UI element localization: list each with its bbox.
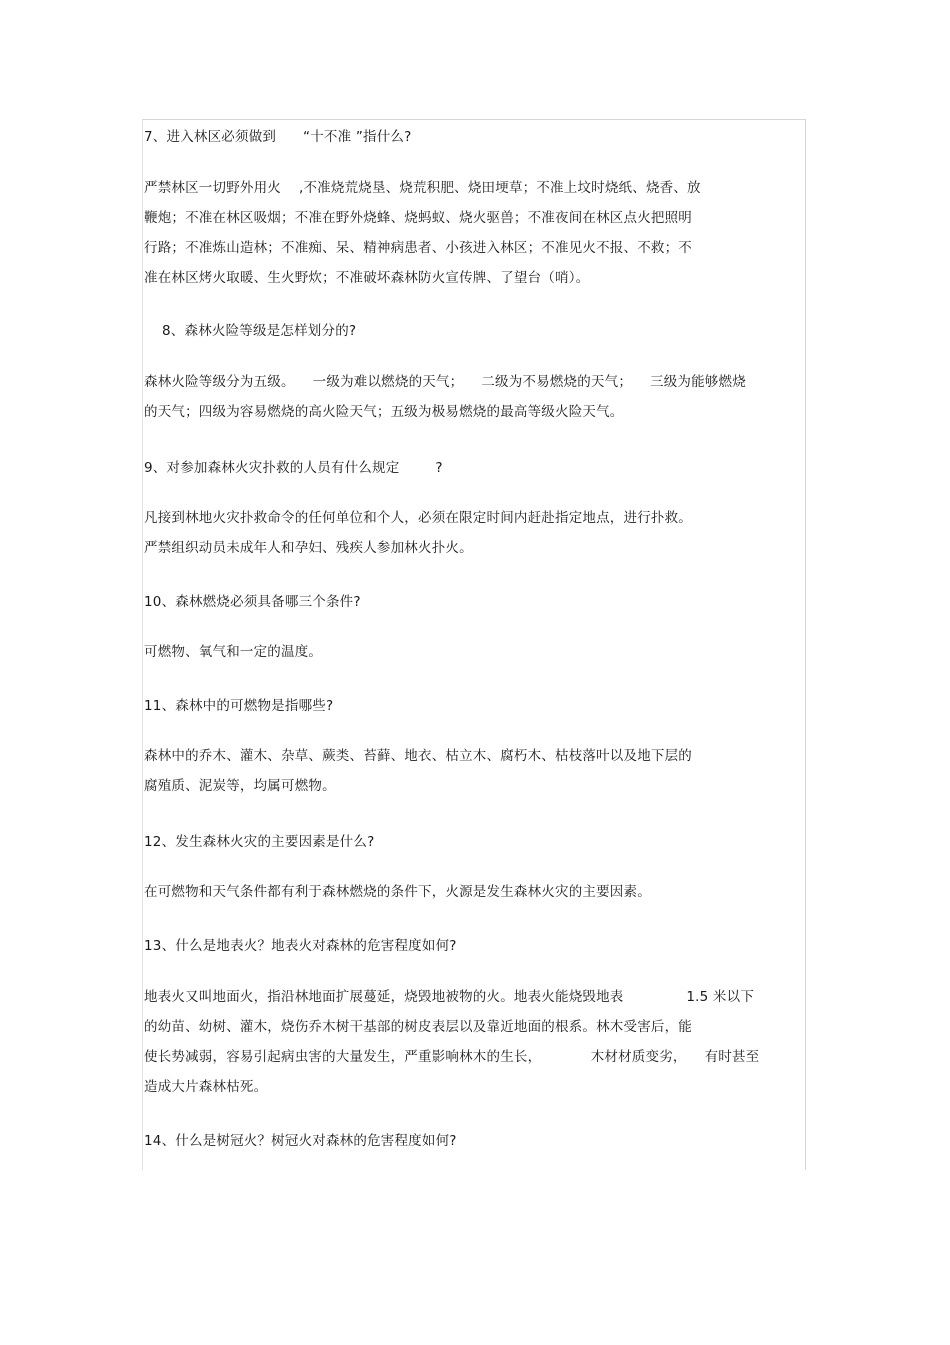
- question-10: 10、森林燃烧必须具备哪三个条件?: [144, 594, 361, 610]
- answer-8-line-1: 森林火险等级分为五级。 一级为难以燃烧的天气； 二级为不易燃烧的天气； 三级为能够燃烧: [144, 374, 746, 390]
- answer-13-line-4: 造成大片森林枯死。: [144, 1079, 268, 1095]
- answer-9-line-2: 严禁组织动员未成年人和孕妇、残疾人参加林火扑火。: [144, 540, 473, 556]
- answer-13-line-3: 使长势减弱，容易引起病虫害的大量发生，严重影响林木的生长， 木材材质变劣， 有时甚至: [144, 1049, 760, 1065]
- question-8: 8、森林火险等级是怎样划分的?: [162, 323, 357, 339]
- question-12: 12、发生森林火灾的主要因素是什么?: [144, 834, 375, 850]
- answer-8-line-2: 的天气；四级为容易燃烧的高火险天气；五级为极易燃烧的最高等级火险天气。: [144, 404, 624, 420]
- answer-11-line-1: 森林中的乔木、灌木、杂草、蕨类、苔藓、地衣、枯立木、腐朽木、枯枝落叶以及地下层的: [144, 748, 692, 764]
- answer-11-line-2: 腐殖质、泥炭等，均属可燃物。: [144, 778, 336, 794]
- question-11: 11、森林中的可燃物是指哪些?: [144, 698, 334, 714]
- question-13: 13、什么是地表火？地表火对森林的危害程度如何?: [144, 938, 457, 954]
- answer-7-line-3: 行路；不准炼山造林；不准痴、呆、精神病患者、小孩进入林区；不准见火不报、不救；不: [144, 240, 692, 256]
- answer-10-line-1: 可燃物、氧气和一定的温度。: [144, 644, 323, 660]
- question-14: 14、什么是树冠火？树冠火对森林的危害程度如何?: [144, 1133, 457, 1149]
- question-7: 7、进入林区必须做到 “十不准 ”指什么?: [144, 129, 412, 145]
- answer-7-line-1: 严禁林区一切野外用火 ,不准烧荒烧垦、烧荒积肥、烧田埂草；不准上坟时烧纸、烧香、放: [144, 180, 701, 196]
- answer-7-line-2: 鞭炮；不准在林区吸烟；不准在野外烧蜂、烧蚂蚁、烧火驱兽；不准夜间在林区点火把照明: [144, 210, 692, 226]
- question-9: 9、对参加森林火灾扑救的人员有什么规定 ?: [144, 460, 443, 476]
- answer-7-line-4: 准在林区烤火取暖、生火野炊；不准破坏森林防火宣传牌、了望台（哨）。: [144, 270, 590, 286]
- answer-9-line-1: 凡接到林地火灾扑救命令的任何单位和个人，必须在限定时间内赶赴指定地点，进行扑救。: [144, 510, 692, 526]
- answer-13-line-1: 地表火又叫地面火，指沿林地面扩展蔓延，烧毁地被物的火。地表火能烧毁地表 1.5 米以下: [144, 989, 755, 1005]
- answer-12-line-1: 在可燃物和天气条件都有利于森林燃烧的条件下，火源是发生森林火灾的主要因素。: [144, 884, 651, 900]
- answer-13-line-2: 的幼苗、幼树、灌木，烧伤乔木树干基部的树皮表层以及靠近地面的根系。林木受害后，能: [144, 1019, 692, 1035]
